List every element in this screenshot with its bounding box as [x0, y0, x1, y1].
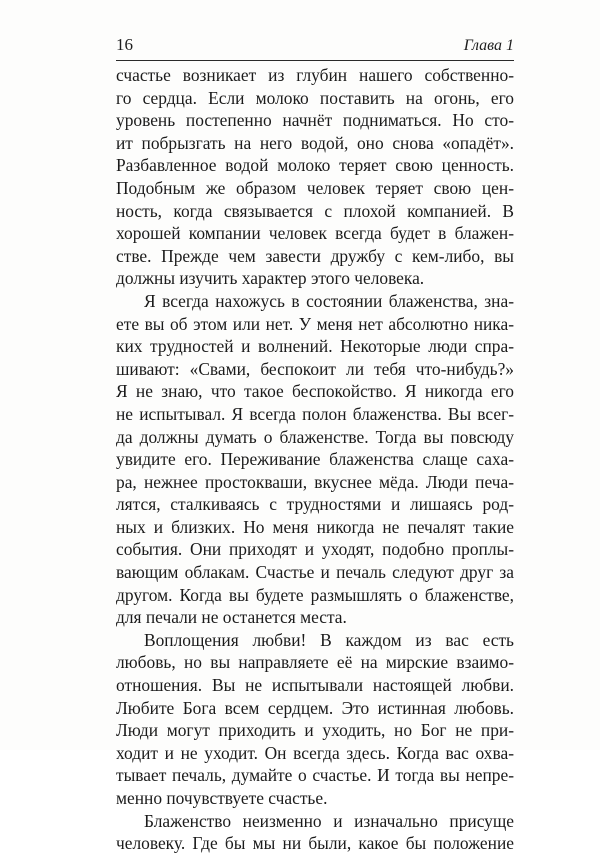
- text-line: Я не знаю, что такое беспокойство. Я никогда его: [116, 381, 514, 402]
- text-line: не испытывал. Я всегда полон блаженства. Вы всег-: [116, 403, 514, 424]
- text-line: тывает печаль, думайте о счастье. И тогда вы непре-: [116, 765, 514, 786]
- text-line: Я всегда нахожусь в состоянии блаженства, зна-: [144, 290, 514, 311]
- text-line: вающим облакам. Счастье и печаль следуют друг за: [116, 562, 514, 583]
- text-line: хорошей компании человек всегда будет в блажен-: [116, 223, 514, 244]
- text-line: лятся, сталкиваясь с трудностями и лишаясь род-: [116, 494, 514, 515]
- text-line: го сердца. Если молоко поставить на огонь, его: [116, 87, 514, 108]
- text-line: Люди могут приходить и уходить, но Бог не при-: [116, 720, 514, 741]
- paragraph-4: [116, 810, 514, 855]
- text-line: шивают: «Свами, беспокоит ли тебя что-нибудь?»: [116, 358, 514, 379]
- chapter-title: Глава 1: [463, 37, 514, 54]
- text-line: уровень постепенно начнёт подниматься. Но сто-: [116, 110, 514, 131]
- text-line: для печали не останется места.: [116, 607, 347, 628]
- text-line: да должны думать о блаженстве. Тогда вы повсюду: [116, 426, 514, 447]
- text-line: должны изучить характер этого человека.: [116, 268, 425, 289]
- text-line: Подобным же образом человек теряет свою цен-: [116, 177, 514, 198]
- body-text: [116, 64, 514, 855]
- text-line: Любите Бога всем сердцем. Это истинная любовь.: [116, 697, 514, 718]
- text-line: любовь, но вы направляете её на мирские взаимо-: [116, 652, 514, 673]
- text-line: Воплощения любви! В каждом из вас есть: [144, 629, 514, 650]
- text-line: ных и близких. Но меня никогда не печалят такие: [116, 516, 514, 537]
- text-line: ких трудностей и волнений. Некоторые люди спра-: [116, 336, 514, 357]
- running-header: [116, 32, 514, 61]
- text-line: отношения. Вы не испытывали настоящей любви.: [116, 675, 514, 696]
- paragraph-1: [116, 64, 514, 290]
- text-line: человеку. Где бы мы ни были, какое бы положение: [116, 833, 514, 854]
- text-line: стве. Прежде чем завести дружбу с кем-либо, вы: [116, 245, 514, 266]
- text-line: менно почувствуете счастье.: [116, 788, 328, 808]
- page-number: 16: [116, 35, 133, 54]
- text-line: ра, нежнее простокваши, вкуснее мёда. Люди печа-: [116, 471, 514, 492]
- text-line: Блаженство неизменно и изначально присуще: [144, 810, 514, 831]
- paragraph-3: [116, 629, 514, 810]
- text-line: события. Они приходят и уходят, подобно проплы-: [116, 539, 514, 560]
- text-line: другом. Когда вы будете размышлять о блаженстве,: [116, 584, 514, 605]
- text-line: ит побрызгать на него водой, оно снова «опадёт».: [116, 132, 514, 153]
- text-line: ность, когда связывается с плохой компанией. В: [116, 200, 514, 221]
- paragraph-2: [116, 290, 514, 629]
- text-line: Разбавленное водой молоко теряет свою ценность.: [116, 155, 514, 176]
- text-line: увидите его. Переживание блаженства слаще саха-: [116, 449, 514, 470]
- text-line: счастье возникает из глубин нашего собственно-: [116, 65, 514, 85]
- text-line: ходит и не уходит. Он всегда здесь. Когда вас охва-: [116, 742, 514, 763]
- text-line: ете вы об этом или нет. У меня нет абсолютно ника-: [116, 313, 514, 334]
